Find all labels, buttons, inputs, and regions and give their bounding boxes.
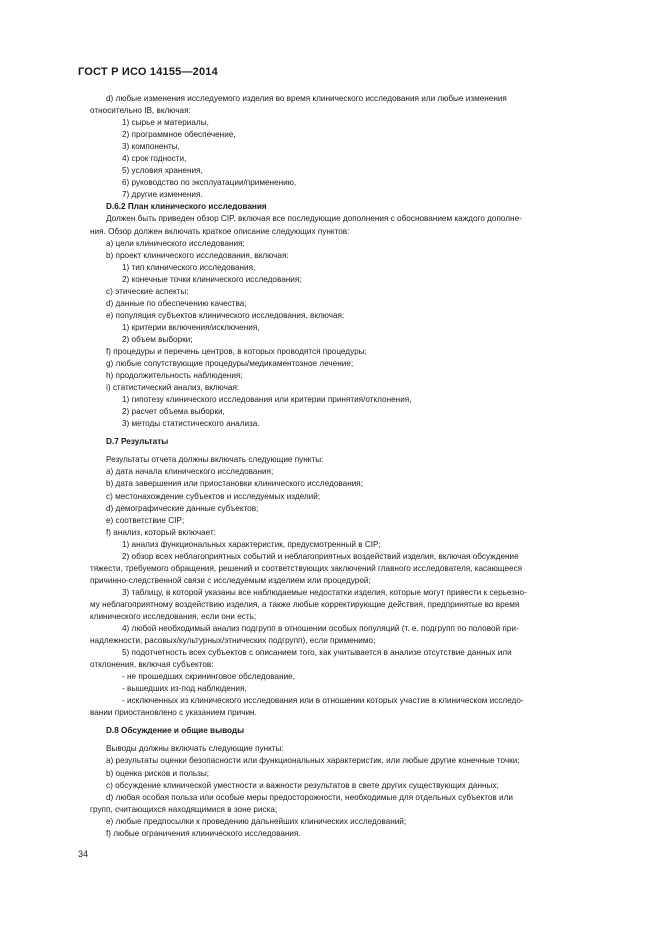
text-line: Должен быть приведен обзор CIP, включая все последующие дополнения с обоснованием каждого дополне-	[106, 214, 522, 224]
list-item: f) анализ, который включает:	[106, 527, 216, 537]
list-item: b) оценка рисков и пользы;	[106, 768, 210, 778]
list-item: i) статистический анализ, включая:	[106, 383, 240, 393]
list-item: f) любые ограничения клинического исследования.	[106, 828, 301, 838]
list-item: h) продолжительность наблюдения;	[106, 371, 243, 381]
document-header: ГОСТ Р ИСО 14155—2014	[78, 66, 218, 78]
list-item: f) процедуры и перечень центров, в которых проводятся процедуры;	[106, 346, 367, 356]
list-item: e) популяция субъектов клинического исследования, включая:	[106, 310, 345, 320]
list-item: 3) методы статистического анализа.	[122, 419, 260, 429]
list-item: 1) тип клинического исследования,	[122, 262, 256, 272]
list-item: 1) критерии включения/исключения,	[122, 322, 260, 332]
list-item: e) соответствие CIP;	[106, 515, 185, 525]
list-item: 1) анализ функциональных характеристик, предусмотренный в CIP;	[122, 539, 381, 549]
text-line: Результаты отчета должны включать следующие пункты:	[106, 455, 324, 465]
list-item: a) цели клинического исследования;	[106, 238, 245, 248]
document-body	[90, 93, 614, 840]
section-heading: D.8 Обсуждение и общие выводы	[106, 726, 245, 736]
list-item: e) любые предпосылки к проведению дальнейших клинических исследований;	[106, 816, 407, 826]
list-item: d) любая особая польза или особые меры предосторожности, необходимые для отдельных субъектов или	[106, 792, 513, 802]
list-item: - вышедших из-под наблюдения,	[122, 684, 247, 694]
page-number: 34	[78, 849, 89, 859]
list-item: 3) компоненты,	[122, 142, 180, 152]
list-item: 2) конечные точки клинического исследования;	[122, 274, 302, 284]
list-item: b) проект клинического исследования, включая:	[106, 250, 289, 260]
text-line: клинического исследования, если они есть;	[90, 611, 257, 621]
list-item: 7) другие изменения.	[122, 190, 203, 200]
list-item: c) этические аспекты;	[106, 286, 189, 296]
list-item: 5) условия хранения,	[122, 166, 203, 176]
list-item: g) любые сопутствующие процедуры/медикаментозное лечение;	[106, 359, 354, 369]
list-item: d) демографические данные субъектов;	[106, 503, 259, 513]
list-item: 2) обзор всех неблагоприятных событий и неблагоприятных воздействий изделия, включая обсуждение	[122, 551, 519, 561]
list-item: 3) таблицу, в которой указаны все наблюдаемые недостатки изделия, которые могут привести к серьезно-	[122, 587, 527, 597]
list-item: 2) объем выборки;	[122, 334, 193, 344]
list-item: a) результаты оценки безопасности или функциональных характеристик, или любые другие конечные точки;	[106, 756, 520, 766]
text-line: групп, считающихся находящимися в зоне риска;	[90, 804, 278, 814]
section-heading: D.6.2 План клинического исследования	[106, 202, 267, 212]
list-item: 1) сырье и материалы,	[122, 118, 209, 128]
list-item: 2) расчет объема выборки,	[122, 407, 225, 417]
list-item: 6) руководство по эксплуатации/применению,	[122, 178, 297, 188]
text-line: d) любые изменения исследуемого изделия во время клинического исследования или любые изменения	[106, 94, 507, 103]
list-item: 4) срок годности,	[122, 154, 187, 164]
list-item: c) местонахождение субъектов и исследуемых изделий;	[106, 491, 321, 501]
text-line: ния. Обзор должен включать краткое описание следующих пунктов:	[90, 226, 350, 236]
list-item: 1) гипотезу клинического исследования или критерии принятия/отклонения,	[122, 395, 412, 405]
list-item: - не прошедших скрининговое обследование,	[122, 672, 295, 682]
text-line: му неблагоприятному воздействию изделия, а также любые корректирующие действия, предпринятые во время	[90, 599, 520, 609]
text-line: относительно IB, включая:	[90, 106, 191, 116]
text-line: Выводы должны включать следующие пункты:	[106, 744, 284, 754]
text-line: тяжести, требуемого обращения, решений и соответствующих заключений главного исследователя, касающееся	[90, 563, 523, 573]
text-line: вании приостановлено с указанием причин.	[90, 708, 257, 718]
list-item: 4) любой необходимый анализ подгрупп в отношении особых популяций (т. е. подгрупп по половой при-	[122, 624, 519, 634]
list-item: d) данные по обеспечению качества;	[106, 298, 247, 308]
text-line: причинно-следственной связи с исследуемым изделием или процедурой;	[90, 575, 371, 585]
section-heading: D.7 Результаты	[106, 437, 169, 447]
list-item: b) дата завершения или приостановки клинического исследования;	[106, 479, 364, 489]
text-line: отклонения, включая субъектов:	[90, 660, 214, 670]
list-item: a) дата начала клинического исследования;	[106, 467, 274, 477]
list-item: 5) подотчетность всех субъектов с описанием того, как учитывается в анализе отсутствие данных или	[122, 648, 512, 658]
list-item: - исключенных из клинического исследования или в отношении которых участие в клиническом исследо-	[122, 696, 524, 706]
text-line: надлежности, расовых/культурных/этнических подгрупп), если применимо;	[90, 636, 376, 646]
list-item: 2) программное обеспечение,	[122, 130, 236, 140]
list-item: c) обсуждение клинической уместности и важности результатов в свете других существующих данных;	[106, 780, 499, 790]
